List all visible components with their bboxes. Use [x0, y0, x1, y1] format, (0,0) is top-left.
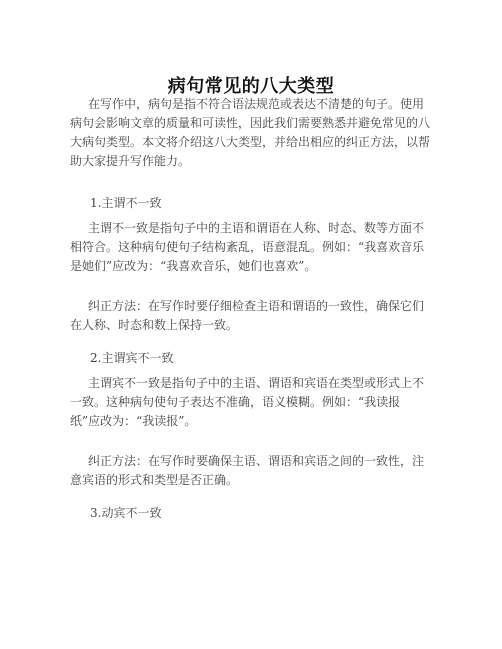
- section-1-description: 主谓不一致是指句子中的主语和谓语在人称、时态、数等方面不相符合。这种病句使句子结构紊乱，语意混乱。例如：“我喜欢音乐是她们”应改为：“我喜欢音乐，她们也喜欢”。: [70, 221, 425, 273]
- section-heading-1: 1.主谓不一致: [90, 196, 162, 210]
- document-title: 病句常见的八大类型: [167, 76, 335, 98]
- section-2-description: 主谓宾不一致是指句子中的主语、谓语和宾语在类型或形式上不一致。这种病句使句子表达不准确，语义模糊。例如：“我读报纸”应改为：“我读报”。: [70, 376, 425, 428]
- section-1-fix: 纠正方法：在写作时要仔细检查主语和谓语的一致性，确保它们在人称、时态和数上保持一致。: [70, 299, 425, 332]
- section-2-fix: 纠正方法：在写作时要确保主语、谓语和宾语之间的一致性，注意宾语的形式和类型是否正确。: [70, 454, 425, 487]
- intro-paragraph: 在写作中，病句是指不符合语法规范或表达不清楚的句子。使用病句会影响文章的质量和可读性，因此我们需要熟悉并避免常见的八大病句类型。本文将介绍这八大类型，并给出相应的纠正方法，以帮助大家提升写作能力。: [70, 97, 431, 168]
- section-heading-3: 3.动宾不一致: [90, 506, 162, 520]
- section-heading-2: 2.主谓宾不一致: [90, 351, 174, 365]
